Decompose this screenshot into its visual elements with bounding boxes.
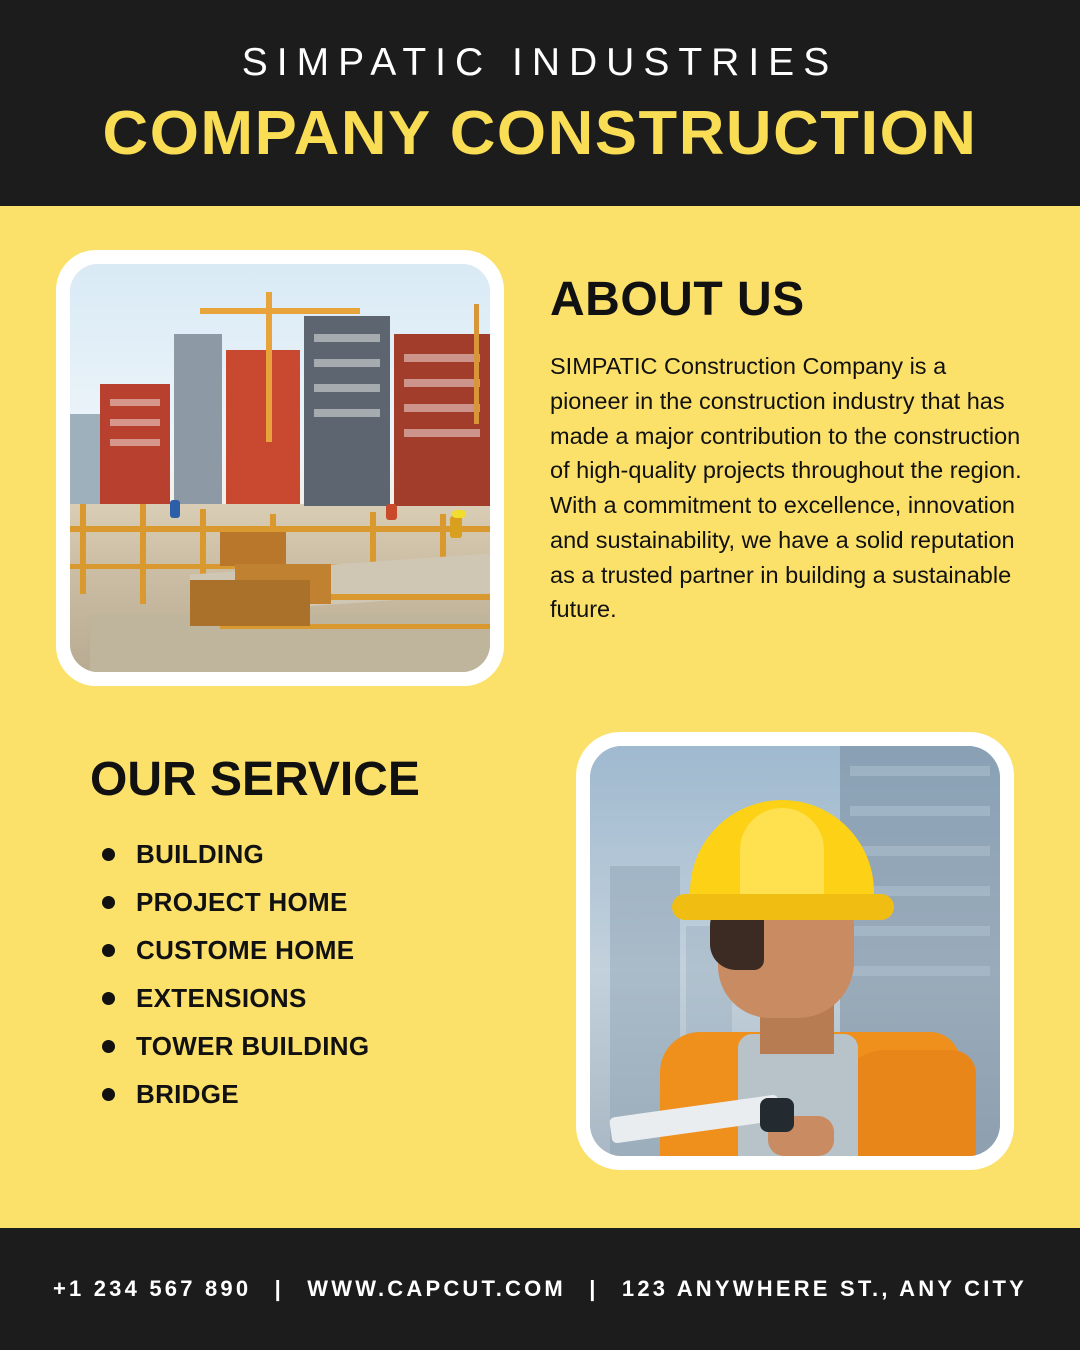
service-section [0, 686, 1080, 1170]
list-item: TOWER BUILDING [102, 1031, 576, 1062]
list-item: PROJECT HOME [102, 887, 576, 918]
service-list [90, 839, 576, 1110]
footer-website: WWW.CAPCUT.COM [307, 1276, 566, 1301]
footer-address: 123 ANYWHERE ST., ANY CITY [621, 1276, 1028, 1301]
list-item: BUILDING [102, 839, 576, 870]
footer-contact [53, 1276, 1027, 1302]
construction-site-photo [70, 264, 490, 672]
service-column [56, 732, 576, 1127]
poster-body [0, 206, 1080, 1228]
worker-photo-frame [576, 732, 1014, 1170]
poster-header [0, 0, 1080, 206]
about-body: SIMPATIC Construction Company is a pioneer in the construction industry that has made a major contribution to the construction of high-quality projects throughout the region. With a commitment to excellence, innovation and sustainability, we have a solid reputation as a trusted partner in building a sustainable future. [550, 352, 1022, 623]
site-photo-frame [56, 250, 504, 686]
service-title: OUR SERVICE [90, 752, 420, 806]
about-title: ABOUT US [550, 272, 805, 326]
footer-phone: +1 234 567 890 [52, 1276, 252, 1301]
footer-separator: | [589, 1276, 599, 1301]
about-column [550, 250, 1024, 686]
poster-footer [0, 1228, 1080, 1350]
page-title: COMPANY CONSTRUCTION [102, 98, 978, 168]
footer-separator: | [274, 1276, 284, 1301]
about-section [0, 206, 1080, 686]
list-item: EXTENSIONS [102, 983, 576, 1014]
list-item: BRIDGE [102, 1079, 576, 1110]
construction-worker-photo [590, 746, 1000, 1156]
list-item: CUSTOME HOME [102, 935, 576, 966]
company-name: SIMPATIC INDUSTRIES [241, 41, 839, 84]
